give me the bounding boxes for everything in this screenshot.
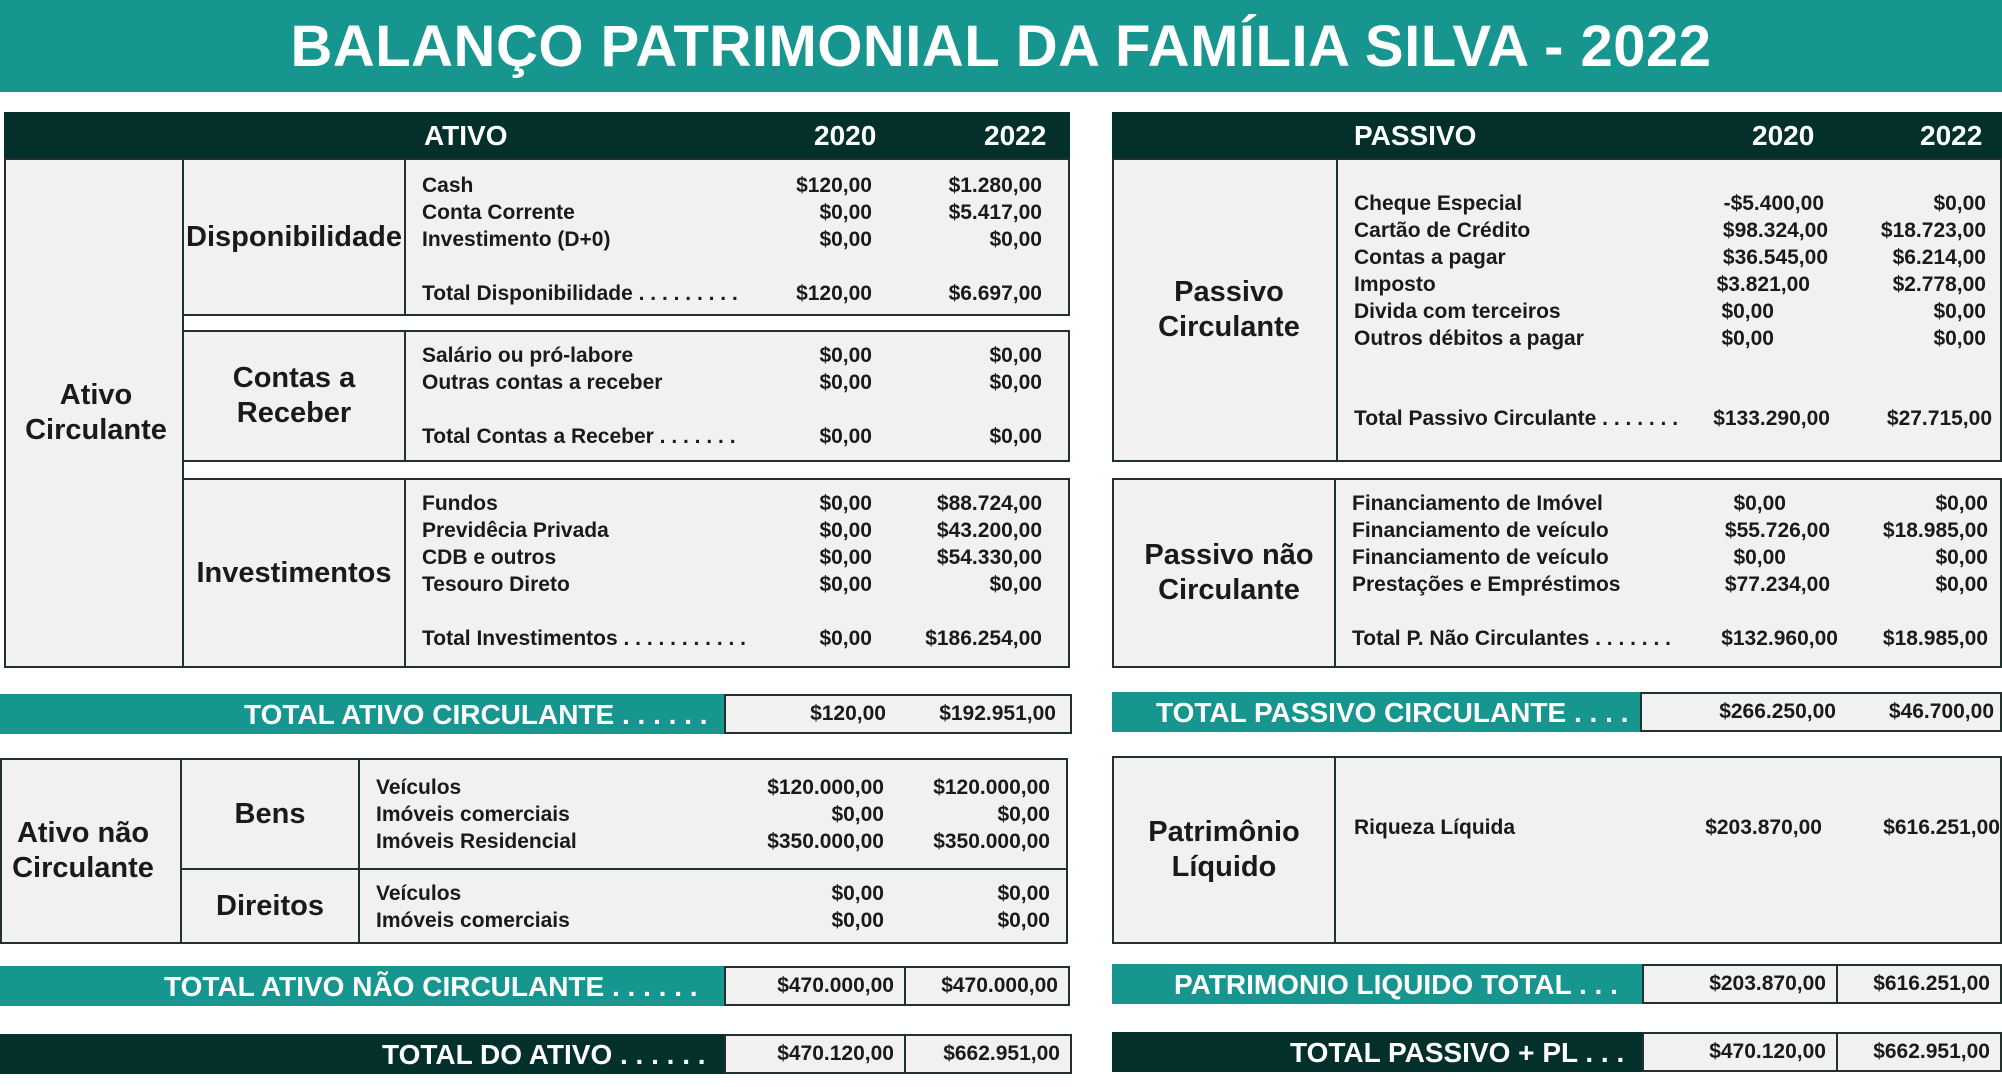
total-ativo-circulante-label: TOTAL ATIVO CIRCULANTE . . . . . . (244, 699, 708, 730)
passivo-header-year-2020: 2020 (1752, 120, 1815, 151)
patrimonio-liquido-total-bar (1112, 964, 2002, 1004)
investimentos-section: Investimentos Fundos $0,00 $88.724,00 Previdêcia Privada $0,00 $43.200,00 CDB e outros $0,00 $54.330,00 Tesouro Direto $0,00 $0,00 Total Investimentos . . . . . . . . . . . $0,00 $186.254,00 (182, 478, 1070, 668)
total-ativo-nao-circulante-label: TOTAL ATIVO NÃO CIRCULANTE . . . . . . (164, 971, 698, 1002)
ativo-header-year-2022: 2022 (984, 120, 1047, 151)
investimentos-label: Investimentos (196, 556, 392, 589)
passivo-circulante-section: Passivo Circulante Cheque Especial -$5.400,00 $0,00 Cartão de Crédito $98.324,00 $18.723,00 Contas a pagar $36.545,00 $6.214,00 Imposto $3.821,00 $2.778,00 Divida com terceiros $0,00 $0,00 Outros débitos a pagar $0,00 $0,00 Total Passivo Circulante . . . . . . . $133.290,00 $27.715,00 (1112, 158, 2002, 462)
patrimonio-liquido-total-2022: $616.251,00 (1836, 964, 2002, 1004)
total-ativo-nao-circulante-2022: $470.000,00 (904, 966, 1070, 1006)
patrimonio-liquido-label: Patrimônio Líquido (1148, 816, 1300, 883)
contas-receber-section: Contas a Receber Salário ou pró-labore $0,00 $0,00 Outras contas a receber $0,00 $0,00 Total Contas a Receber . . . . . . . $0,00 $0,00 (182, 330, 1070, 462)
total-ativo-2022: $662.951,00 (904, 1034, 1072, 1074)
total-ativo-circulante-values: $120,00 $192.951,00 (724, 694, 1072, 734)
ativo-header-year-2020: 2020 (814, 120, 877, 151)
ativo-nao-circulante-section: Ativo não Circulante Bens Direitos Veículos $120.000,00 $120.000,00 Imóveis comerciais $0,00 $0,00 Imóveis Residencial $350.000,00 $350.000,00 Veículos $0,00 $0,00 Imóveis comerciais $0,00 $0,00 (0, 758, 1068, 944)
passivo-header-year-2022: 2022 (1920, 120, 1983, 151)
patrimonio-liquido-total-2020: $203.870,00 (1642, 964, 1838, 1004)
patrimonio-liquido-section: Patrimônio Líquido Riqueza Líquida $203.870,00 $616.251,00 (1112, 756, 2002, 944)
passivo-header (1112, 112, 2002, 160)
passivo-circulante-label: Passivo Circulante (1158, 276, 1300, 343)
total-passivo-circulante-label: TOTAL PASSIVO CIRCULANTE . . . . (1156, 697, 1629, 728)
total-passivo-pl-label: TOTAL PASSIVO + PL . . . (1290, 1037, 1625, 1068)
page-title: BALANÇO PATRIMONIAL DA FAMÍLIA SILVA - 2022 (0, 0, 2002, 92)
ativo-header-label: ATIVO (424, 120, 508, 151)
passivo-nao-circulante-section: Passivo não Circulante Financiamento de Imóvel $0,00 $0,00 Financiamento de veículo $55.726,00 $18.985,00 Financiamento de veículo $0,00 $0,00 Prestações e Empréstimos $77.234,00 $0,00 Total P. Não Circulantes . . . . . . . $132.960,00 $18.985,00 (1112, 478, 2002, 668)
ativo-nao-circulante-label: Ativo não Circulante (12, 817, 154, 884)
patrimonio-liquido-total-label: PATRIMONIO LIQUIDO TOTAL . . . (1174, 969, 1618, 1000)
total-passivo-circulante-bar (1112, 692, 2002, 732)
disponibilidade-label: Disponibilidade (186, 220, 402, 253)
total-passivo-pl-2022: $662.951,00 (1836, 1032, 2002, 1072)
bens-label: Bens (234, 797, 306, 830)
total-ativo-bar (0, 1034, 1072, 1074)
total-ativo-nao-circulante-bar (0, 966, 1070, 1006)
disponibilidade-section: Disponibilidade Cash $120,00 $1.280,00 Conta Corrente $0,00 $5.417,00 Investimento (D+0) $0,00 $0,00 Total Disponibilidade . . . . . . . . . $120,00 $6.697,00 (182, 158, 1070, 316)
passivo-nao-circulante-label: Passivo não Circulante (1144, 539, 1314, 606)
total-ativo-label: TOTAL DO ATIVO . . . . . . (382, 1039, 706, 1070)
direitos-label: Direitos (216, 889, 324, 922)
total-passivo-pl-bar (1112, 1032, 2002, 1072)
ativo-circulante-label: Ativo Circulante (25, 379, 167, 446)
total-ativo-nao-circulante-2020: $470.000,00 (724, 966, 906, 1006)
total-ativo-2020: $470.120,00 (724, 1034, 906, 1074)
total-passivo-circulante-values: $266.250,00 $46.700,00 (1640, 692, 2002, 732)
contas-receber-label: Contas a Receber (232, 362, 356, 429)
ativo-circulante-box (4, 158, 184, 668)
ativo-header (4, 112, 1070, 160)
passivo-header-label: PASSIVO (1354, 120, 1477, 151)
total-passivo-pl-2020: $470.120,00 (1642, 1032, 1838, 1072)
total-ativo-circulante-bar (0, 694, 1072, 734)
